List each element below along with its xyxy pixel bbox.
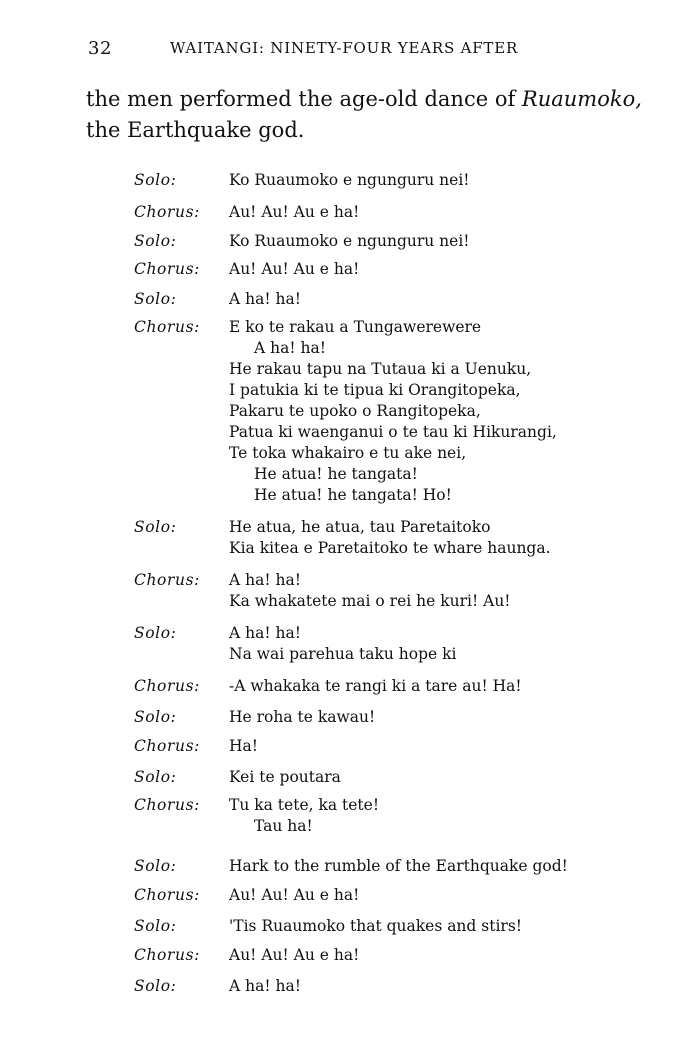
intro-text-continued: the Earthquake god. [86,118,305,142]
speaker-label: Solo: [134,171,177,189]
chant-line: He rakau tapu na Tutaua ki a Uenuku, [229,360,532,378]
chant-line: Ko Ruaumoko e ngunguru nei! [229,232,470,250]
page-number: 32 [88,38,112,59]
chant-line: A ha! ha! [229,624,301,642]
speaker-label: Chorus: [134,571,200,589]
chant-line: Na wai parehua taku hope ki [229,645,457,663]
chant-line: Kei te poutara [229,768,341,786]
speaker-label: Solo: [134,518,177,536]
chant-line: Te toka whakairo e tu ake nei, [229,444,467,462]
chant-line: -A whakaka te rangi ki a tare au! Ha! [229,677,522,695]
speaker-label: Chorus: [134,737,200,755]
chant-lines [229,170,654,191]
chant-line: Ko Ruaumoko e ngunguru nei! [229,171,470,189]
chant-lines [229,945,654,966]
chant-lines [229,317,654,506]
chant-line: Pakaru te upoko o Rangitopeka, [229,402,481,420]
speaker-label: Chorus: [134,796,200,814]
chant-lines [229,570,654,612]
speaker-label: Solo: [134,768,177,786]
speaker-label: Solo: [134,977,177,995]
chant-line: E ko te rakau a Tungawerewere [229,318,482,336]
chant-line: He atua! he tangata! Ho! [254,486,452,504]
chant-line: Au! Au! Au e ha! [229,886,360,904]
running-title: WAITANGI: NINETY-FOUR YEARS AFTER [170,39,519,57]
chant-line: Tu ka tete, ka tete! [229,796,380,814]
chant-entry [134,317,654,506]
chant-lines [229,916,654,937]
chant-entry [134,202,654,223]
chant-lines [229,856,654,877]
chant-lines [229,517,654,559]
chant-line: Hark to the rumble of the Earthquake god! [229,857,568,875]
chant-lines [229,202,654,223]
chant-line: A ha! ha! [254,339,326,357]
chant-block [134,162,654,997]
chant-line: Au! Au! Au e ha! [229,260,360,278]
chant-line: Kia kitea e Paretaitoko te whare haunga. [229,539,551,557]
chant-line: 'Tis Ruaumoko that quakes and stirs! [229,917,523,935]
intro-text: the men performed the age-old dance of [86,87,522,111]
speaker-label: Solo: [134,917,177,935]
intro-emphasis: Ruaumoko, [521,87,642,111]
speaker-label: Chorus: [134,203,200,221]
chant-entry [134,885,654,906]
speaker-label: Chorus: [134,260,200,278]
chant-line: Ka whakatete mai o rei he kuri! Au! [229,592,511,610]
chant-lines [229,676,654,697]
chant-lines [229,623,654,665]
chant-entry [134,736,654,757]
speaker-label: Solo: [134,624,177,642]
chant-entry [134,259,654,280]
running-head [88,38,648,60]
chant-entry [134,623,654,665]
chant-lines [229,707,654,728]
chant-line: Ha! [229,737,258,755]
chant-line: Au! Au! Au e ha! [229,203,360,221]
chant-entry [134,231,654,252]
chant-entry [134,945,654,966]
speaker-label: Solo: [134,708,177,726]
speaker-label: Chorus: [134,946,200,964]
chant-line: He roha te kawau! [229,708,376,726]
chant-lines [229,231,654,252]
chant-line: Tau ha! [254,817,313,835]
chant-line: He atua! he tangata! [254,465,418,483]
speaker-label: Solo: [134,232,177,250]
chant-lines [229,289,654,310]
chant-lines [229,767,654,788]
chant-line: A ha! ha! [229,571,301,589]
chant-lines [229,976,654,997]
intro-paragraph [86,84,656,146]
chant-entry [134,707,654,728]
chant-line: I patukia ki te tipua ki Orangitopeka, [229,381,521,399]
chant-entry [134,170,654,191]
chant-line: A ha! ha! [229,977,301,995]
speaker-label: Solo: [134,857,177,875]
chant-entry [134,916,654,937]
chant-entry [134,767,654,788]
speaker-label: Chorus: [134,318,200,336]
speaker-label: Chorus: [134,886,200,904]
chant-entry [134,570,654,612]
chant-line: Au! Au! Au e ha! [229,946,360,964]
chant-line: A ha! ha! [229,290,301,308]
chant-line: Patua ki waenganui o te tau ki Hikurangi, [229,423,557,441]
speaker-label: Solo: [134,290,177,308]
chant-entry [134,517,654,559]
chant-entry [134,795,654,837]
chant-entry [134,289,654,310]
chant-line: He atua, he atua, tau Paretaitoko [229,518,491,536]
chant-lines [229,736,654,757]
speaker-label: Chorus: [134,677,200,695]
chant-entry [134,676,654,697]
chant-lines [229,885,654,906]
chant-lines [229,795,654,837]
chant-lines [229,259,654,280]
chant-entry [134,976,654,997]
chant-entry [134,856,654,877]
